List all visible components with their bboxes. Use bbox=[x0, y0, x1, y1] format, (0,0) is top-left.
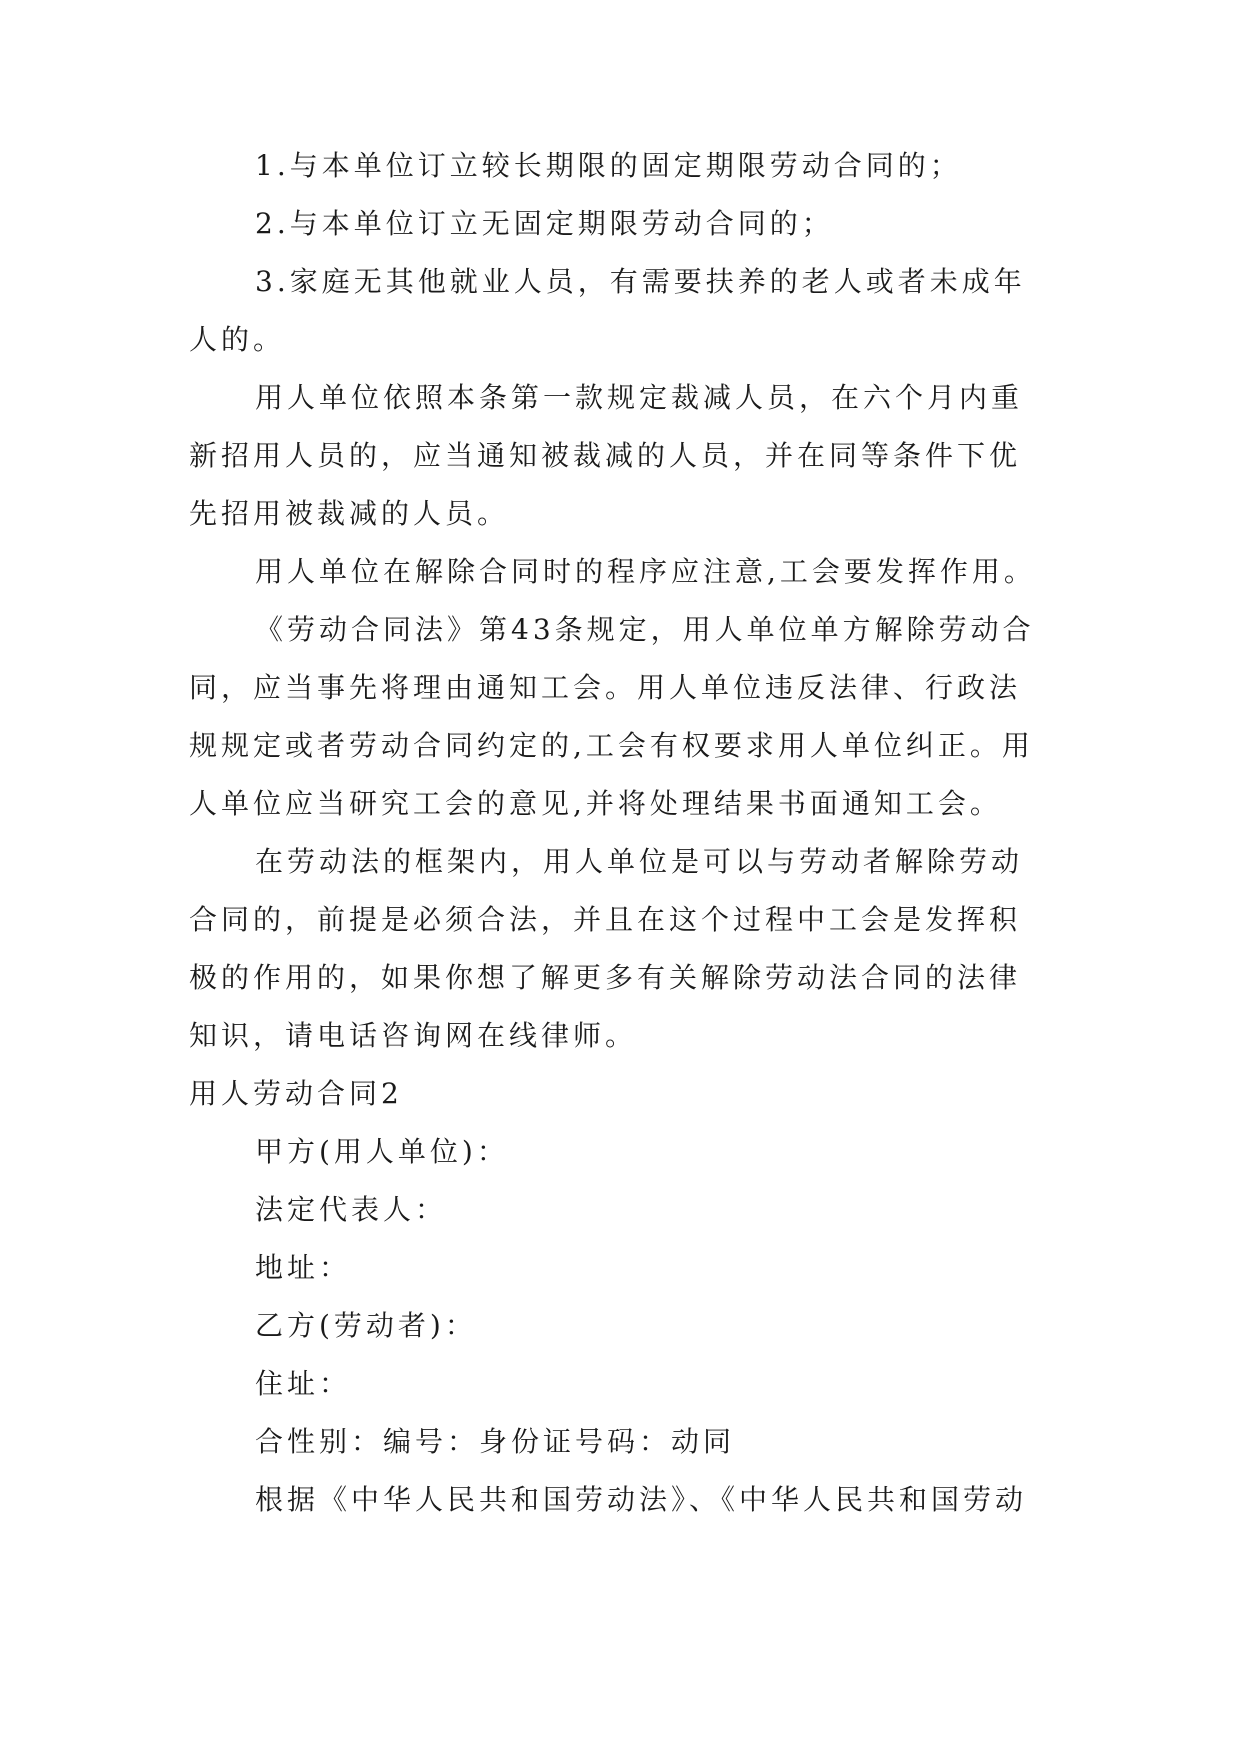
address-field: 地址： bbox=[255, 1251, 352, 1284]
identity-fields: 合性别：编号：身份证号码：动同 bbox=[255, 1425, 736, 1458]
paragraph-article-43: 《劳动合同法》第43条规定，用人单位单方解除劳动合同，应当事先将理由通知工会。用人单位违反法律、行政法规规定或者劳动合同约定的,工会有权要求用人单位纠正。用人单位应当研究工会的意见,并将处理结果书面通知工会。 bbox=[189, 613, 1035, 820]
paragraph-procedure-note: 用人单位在解除合同时的程序应注意,工会要发挥作用。 bbox=[255, 555, 1036, 588]
list-item-3: 3.家庭无其他就业人员，有需要扶养的老人或者未成年人的。 bbox=[189, 265, 1026, 356]
paragraph-rehire-priority: 用人单位依照本条第一款规定裁减人员，在六个月内重新招用人员的，应当通知被裁减的人员，并在同等条件下优先招用被裁减的人员。 bbox=[189, 381, 1024, 530]
document-body bbox=[189, 137, 1049, 1529]
legal-basis-paragraph: 根据《中华人民共和国劳动法》、《中华人民共和国劳动 bbox=[255, 1483, 1028, 1516]
section-title: 用人劳动合同2 bbox=[189, 1077, 403, 1110]
party-b-field: 乙方(劳动者)： bbox=[255, 1309, 477, 1342]
residence-field: 住址： bbox=[255, 1367, 352, 1400]
list-item-1: 1.与本单位订立较长期限的固定期限劳动合同的； bbox=[255, 149, 962, 182]
legal-representative-field: 法定代表人： bbox=[255, 1193, 448, 1226]
paragraph-conclusion: 在劳动法的框架内，用人单位是可以与劳动者解除劳动合同的，前提是必须合法，并且在这个过程中工会是发挥积极的作用的，如果你想了解更多有关解除劳动法合同的法律知识，请电话咨询网在线律师。 bbox=[189, 845, 1024, 1052]
list-item-2: 2.与本单位订立无固定期限劳动合同的； bbox=[255, 207, 834, 240]
party-a-field: 甲方(用人单位)： bbox=[255, 1135, 509, 1168]
